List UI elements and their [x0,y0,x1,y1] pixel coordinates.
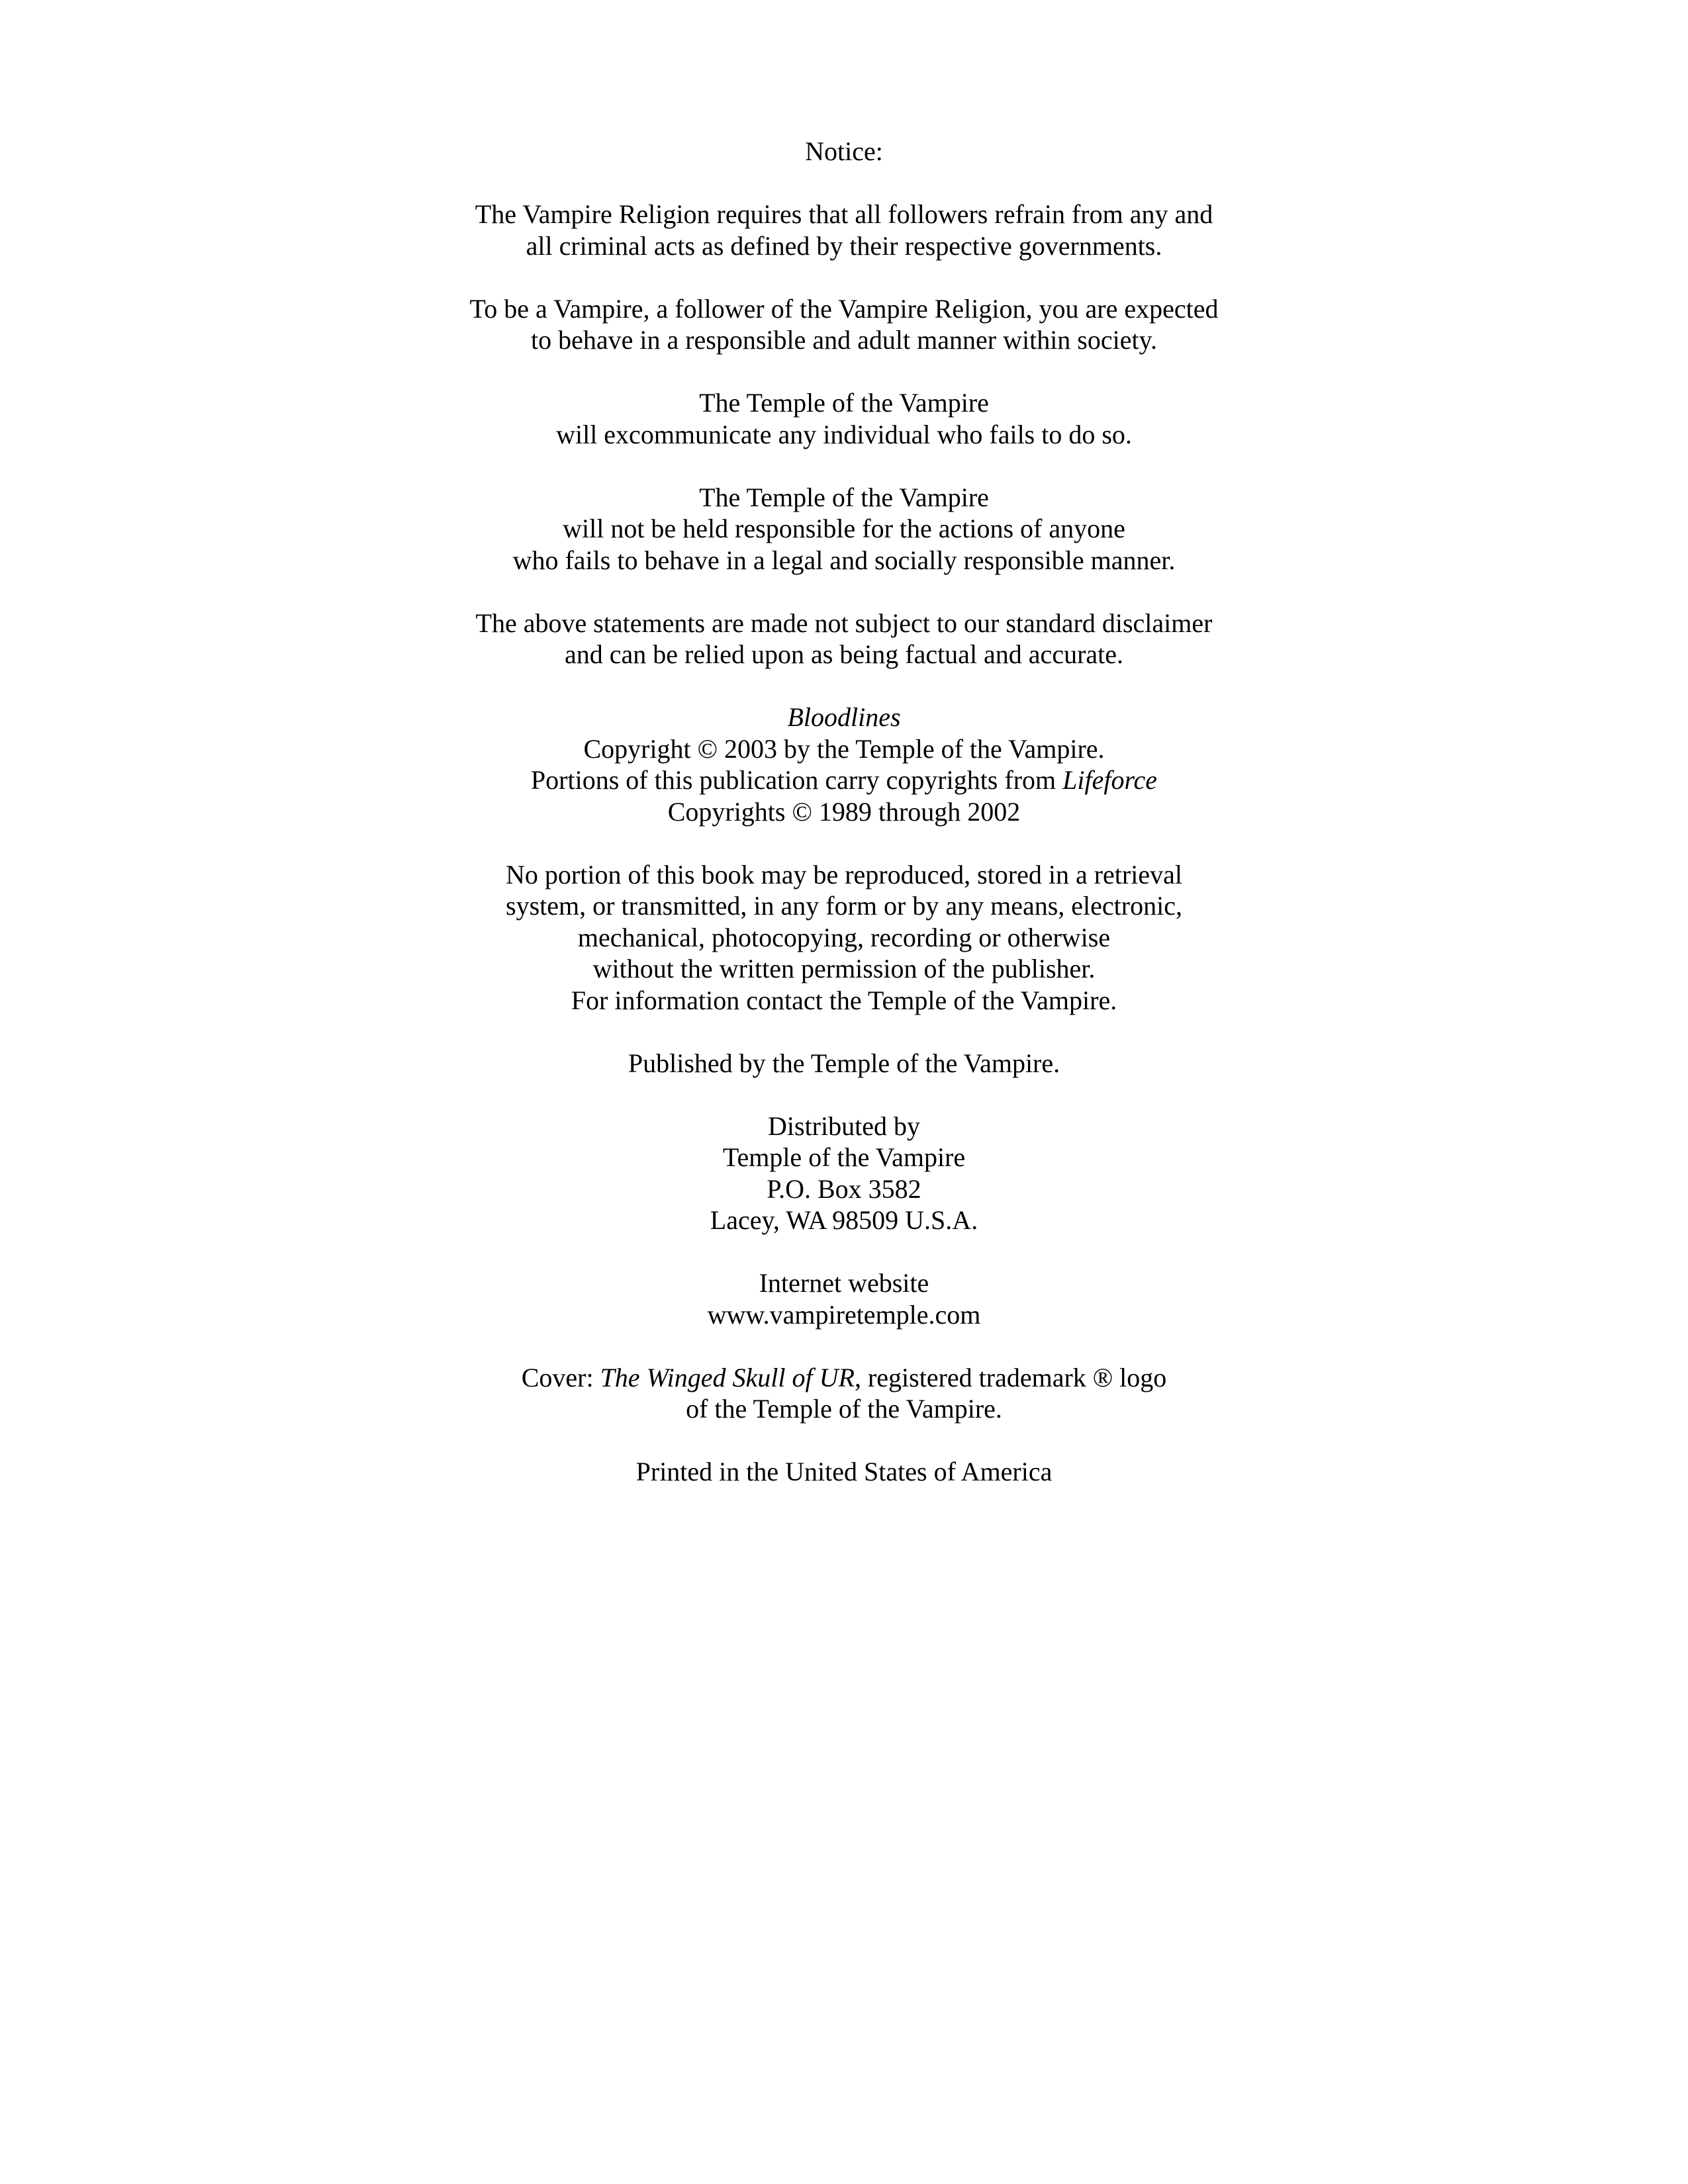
text-line: who fails to behave in a legal and socially responsible manner. [512,545,1176,575]
internet-block [381,1267,1307,1330]
po-box: P.O. Box 3582 [767,1173,921,1204]
copyright-line: Copyright © 2003 by the Temple of the Vampire. [583,733,1105,764]
printed-in-line: Printed in the United States of America [635,1457,1053,1486]
rights-reserved-block [381,859,1307,1017]
text-line: to behave in a responsible and adult manner within society. [530,325,1158,355]
internet-label: Internet website [759,1268,929,1298]
cover-credit-line [381,1362,1307,1394]
text-line: without the written permission of the publisher. [592,954,1096,983]
distributed-by-label: Distributed by [768,1111,920,1141]
portions-prefix: Portions of this publication carry copyrights from [530,765,1063,795]
text-line: will excommunicate any individual who fails to do so. [556,419,1132,449]
lifeforce-title: Lifeforce [1062,765,1158,795]
text-line: The Temple of the Vampire [699,482,989,512]
portions-copyright-line [381,764,1307,796]
distribution-block [381,1111,1307,1236]
text-line: To be a Vampire, a follower of the Vampire Religion, you are expected [469,293,1219,324]
publisher-block [381,1048,1307,1079]
distributor-name: Temple of the Vampire [722,1142,966,1172]
published-by-line: Published by the Temple of the Vampire. [628,1048,1060,1078]
text-line: The above statements are made not subject to our standard disclaimer [475,608,1213,638]
cover-logo-title: The Winged Skull of UR [600,1362,855,1392]
book-title: Bloodlines [787,702,901,732]
cover-credit-block [381,1362,1307,1425]
text-line: all criminal acts as defined by their respective governments. [526,230,1162,261]
copyright-block [381,702,1307,827]
cover-prefix: Cover: [521,1362,600,1392]
cover-credit-line-2: of the Temple of the Vampire. [686,1394,1002,1424]
text-line: For information contact the Temple of the Vampire. [571,985,1117,1015]
cover-suffix: , registered trademark ® logo [854,1362,1167,1392]
copyright-years-line: Copyrights © 1989 through 2002 [667,796,1021,827]
website-url: www.vampiretemple.com [707,1299,981,1330]
notice-heading: Notice: [805,136,883,166]
text-line: system, or transmitted, in any form or by any means, electronic, [506,891,1182,921]
printed-block [381,1456,1307,1488]
notice-paragraph-disclaimer [381,608,1307,670]
text-line: and can be relied upon as being factual and accurate. [564,639,1124,669]
city-state-zip: Lacey, WA 98509 U.S.A. [710,1205,978,1235]
notice-paragraph-excommunicate [381,387,1307,450]
legal-notice-content [381,136,1307,1519]
notice-paragraph-behavior [381,293,1307,356]
text-line: mechanical, photocopying, recording or otherwise [577,922,1111,952]
text-line: will not be held responsible for the actions of anyone [563,514,1125,543]
text-line: The Temple of the Vampire [699,388,989,418]
notice-paragraph-criminal-acts [381,199,1307,261]
notice-paragraph-responsibility [381,482,1307,576]
text-line: No portion of this book may be reproduced, stored in a retrieval [506,859,1182,889]
text-line: The Vampire Religion requires that all followers refrain from any and [475,199,1213,229]
notice-heading-block [381,136,1307,167]
